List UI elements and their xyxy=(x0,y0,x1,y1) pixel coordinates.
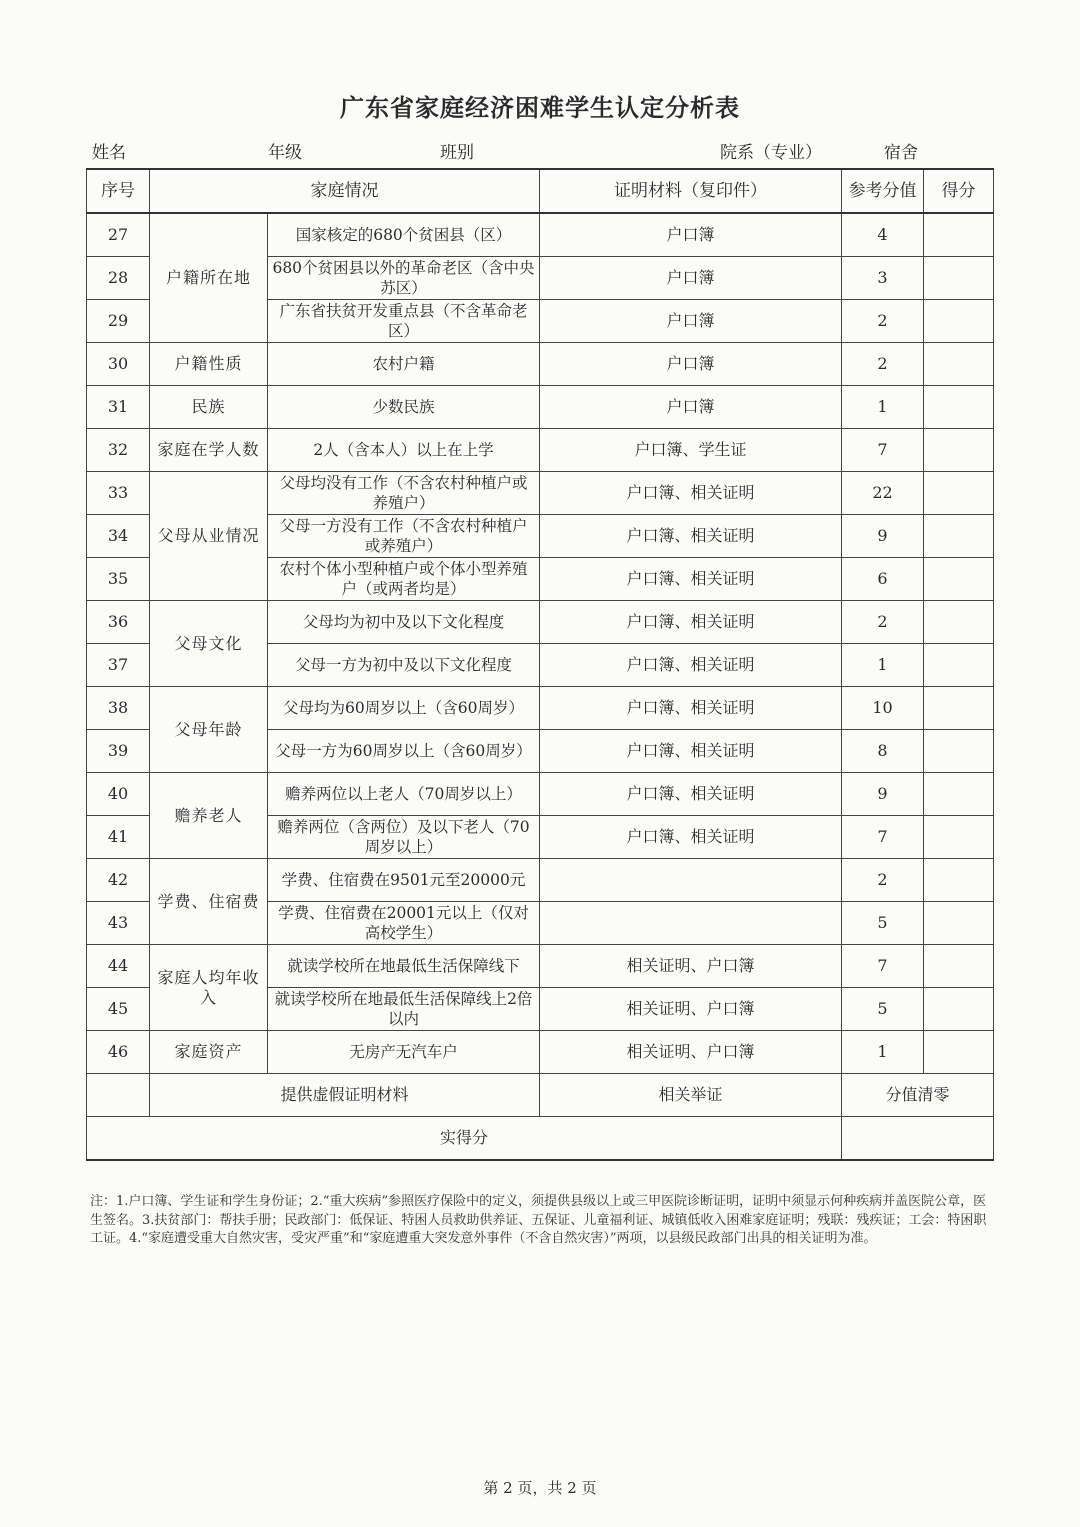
row-ref-score: 7 xyxy=(842,429,924,472)
table-row xyxy=(87,429,994,472)
row-seq: 28 xyxy=(87,257,150,300)
row-condition: 赡养两位以上老人（70周岁以上） xyxy=(268,773,540,816)
row-seq: 45 xyxy=(87,988,150,1031)
row-proof: 户口簿、学生证 xyxy=(540,429,842,472)
row-score-input[interactable] xyxy=(924,945,994,988)
group-parent-education: 父母文化 xyxy=(150,601,268,687)
header-family: 家庭情况 xyxy=(150,169,540,213)
row-condition: 就读学校所在地最低生活保障线下 xyxy=(268,945,540,988)
table-row xyxy=(87,472,994,515)
row-score-input[interactable] xyxy=(924,644,994,687)
row-seq: 34 xyxy=(87,515,150,558)
actual-score-input[interactable] xyxy=(842,1117,994,1161)
table-row xyxy=(87,859,994,902)
row-condition: 国家核定的680个贫困县（区） xyxy=(268,213,540,257)
row-ref-score: 8 xyxy=(842,730,924,773)
row-proof: 户口簿、相关证明 xyxy=(540,515,842,558)
row-proof: 户口簿、相关证明 xyxy=(540,601,842,644)
row-condition: 父母一方没有工作（不含农村种植户或养殖户） xyxy=(268,515,540,558)
row-proof xyxy=(540,902,842,945)
row-proof: 相关证明、户口簿 xyxy=(540,988,842,1031)
group-ethnicity: 民族 xyxy=(150,386,268,429)
row-ref-score: 5 xyxy=(842,988,924,1031)
group-household-location: 户籍所在地 xyxy=(150,213,268,343)
related-evidence-label: 相关举证 xyxy=(540,1074,842,1117)
row-seq: 31 xyxy=(87,386,150,429)
row-seq: 38 xyxy=(87,687,150,730)
actual-score-row xyxy=(87,1117,994,1161)
row-proof: 户口簿、相关证明 xyxy=(540,644,842,687)
row-condition: 无房产无汽车户 xyxy=(268,1031,540,1074)
row-score-input[interactable] xyxy=(924,1031,994,1074)
table-row xyxy=(87,1031,994,1074)
row-seq: 41 xyxy=(87,816,150,859)
row-ref-score: 2 xyxy=(842,859,924,902)
page-number: 第 2 页，共 2 页 xyxy=(483,1479,597,1497)
row-ref-score: 1 xyxy=(842,1031,924,1074)
row-seq: 35 xyxy=(87,558,150,601)
row-proof: 户口簿、相关证明 xyxy=(540,816,842,859)
empty-cell xyxy=(87,1074,150,1117)
false-material-row xyxy=(87,1074,994,1117)
row-seq: 32 xyxy=(87,429,150,472)
row-condition: 父母均为初中及以下文化程度 xyxy=(268,601,540,644)
header-proof: 证明材料（复印件） xyxy=(540,169,842,213)
row-condition: 赡养两位（含两位）及以下老人（70周岁以上） xyxy=(268,816,540,859)
row-seq: 29 xyxy=(87,300,150,343)
dormitory-label: 宿舍 xyxy=(884,143,918,163)
row-score-input[interactable] xyxy=(924,343,994,386)
actual-score-label: 实得分 xyxy=(87,1117,842,1161)
row-seq: 37 xyxy=(87,644,150,687)
row-ref-score: 6 xyxy=(842,558,924,601)
row-ref-score: 3 xyxy=(842,257,924,300)
row-ref-score: 2 xyxy=(842,601,924,644)
class-label: 班别 xyxy=(440,143,474,163)
row-proof: 户口簿、相关证明 xyxy=(540,687,842,730)
row-score-input[interactable] xyxy=(924,515,994,558)
row-proof xyxy=(540,859,842,902)
row-seq: 43 xyxy=(87,902,150,945)
row-ref-score: 2 xyxy=(842,300,924,343)
row-score-input[interactable] xyxy=(924,601,994,644)
table-row xyxy=(87,773,994,816)
row-score-input[interactable] xyxy=(924,558,994,601)
row-seq: 46 xyxy=(87,1031,150,1074)
row-score-input[interactable] xyxy=(924,773,994,816)
row-condition: 680个贫困县以外的革命老区（含中央苏区） xyxy=(268,257,540,300)
row-score-input[interactable] xyxy=(924,386,994,429)
row-ref-score: 10 xyxy=(842,687,924,730)
row-seq: 36 xyxy=(87,601,150,644)
table-row xyxy=(87,386,994,429)
table-row xyxy=(87,601,994,644)
row-seq: 44 xyxy=(87,945,150,988)
row-condition: 父母均没有工作（不含农村种植户或养殖户） xyxy=(268,472,540,515)
row-seq: 40 xyxy=(87,773,150,816)
row-condition: 学费、住宿费在20001元以上（仅对高校学生） xyxy=(268,902,540,945)
name-label: 姓名 xyxy=(92,143,126,163)
group-students-in-family: 家庭在学人数 xyxy=(150,429,268,472)
row-proof: 户口簿 xyxy=(540,343,842,386)
group-tuition-fees: 学费、住宿费 xyxy=(150,859,268,945)
row-condition: 父母均为60周岁以上（含60周岁） xyxy=(268,687,540,730)
group-household-type: 户籍性质 xyxy=(150,343,268,386)
row-ref-score: 9 xyxy=(842,515,924,558)
table-row xyxy=(87,687,994,730)
row-proof: 相关证明、户口簿 xyxy=(540,1031,842,1074)
row-proof: 户口簿 xyxy=(540,386,842,429)
row-score-input[interactable] xyxy=(924,687,994,730)
row-proof: 户口簿、相关证明 xyxy=(540,773,842,816)
row-ref-score: 2 xyxy=(842,343,924,386)
group-elderly-support: 赡养老人 xyxy=(150,773,268,859)
row-proof: 户口簿、相关证明 xyxy=(540,558,842,601)
header-score: 得分 xyxy=(924,169,994,213)
false-material-label: 提供虚假证明材料 xyxy=(150,1074,540,1117)
row-ref-score: 1 xyxy=(842,644,924,687)
row-ref-score: 7 xyxy=(842,945,924,988)
row-seq: 33 xyxy=(87,472,150,515)
row-score-input[interactable] xyxy=(924,859,994,902)
row-condition: 广东省扶贫开发重点县（不含革命老区） xyxy=(268,300,540,343)
row-proof: 户口簿、相关证明 xyxy=(540,472,842,515)
row-condition: 农村个体小型种植户或个体小型养殖户（或两者均是） xyxy=(268,558,540,601)
row-score-input[interactable] xyxy=(924,730,994,773)
row-ref-score: 1 xyxy=(842,386,924,429)
table-row xyxy=(87,213,994,257)
table-row xyxy=(87,343,994,386)
row-proof: 户口簿 xyxy=(540,257,842,300)
table-row xyxy=(87,945,994,988)
row-condition: 父母一方为初中及以下文化程度 xyxy=(268,644,540,687)
row-condition: 少数民族 xyxy=(268,386,540,429)
row-score-input[interactable] xyxy=(924,816,994,859)
row-ref-score: 7 xyxy=(842,816,924,859)
header-seq: 序号 xyxy=(87,169,150,213)
page-title: 广东省家庭经济困难学生认定分析表 xyxy=(340,93,740,122)
group-parent-age: 父母年龄 xyxy=(150,687,268,773)
row-score-input[interactable] xyxy=(924,429,994,472)
row-seq: 42 xyxy=(87,859,150,902)
row-ref-score: 4 xyxy=(842,213,924,257)
row-score-input[interactable] xyxy=(924,902,994,945)
row-proof: 户口簿 xyxy=(540,300,842,343)
row-proof: 户口簿、相关证明 xyxy=(540,730,842,773)
score-zero-label: 分值清零 xyxy=(842,1074,994,1117)
grade-label: 年级 xyxy=(268,143,302,163)
table-header-row xyxy=(87,169,994,213)
row-ref-score: 5 xyxy=(842,902,924,945)
row-seq: 27 xyxy=(87,213,150,257)
row-condition: 2人（含本人）以上在上学 xyxy=(268,429,540,472)
row-condition: 父母一方为60周岁以上（含60周岁） xyxy=(268,730,540,773)
row-score-input[interactable] xyxy=(924,300,994,343)
row-seq: 39 xyxy=(87,730,150,773)
row-condition: 学费、住宿费在9501元至20000元 xyxy=(268,859,540,902)
row-proof: 户口簿 xyxy=(540,213,842,257)
row-score-input[interactable] xyxy=(924,472,994,515)
assessment-table xyxy=(86,168,994,1161)
row-score-input[interactable] xyxy=(924,257,994,300)
row-seq: 30 xyxy=(87,343,150,386)
row-condition: 农村户籍 xyxy=(268,343,540,386)
row-condition: 就读学校所在地最低生活保障线上2倍以内 xyxy=(268,988,540,1031)
footnotes: 注：1.户口簿、学生证和学生身份证；2.“重大疾病”参照医疗保险中的定义，须提供县级以上或三甲医院诊断证明，证明中须显示何种疾病并盖医院公章，医生签名。3.扶贫部门：帮扶手册；民政部门：低保证、特困人员救助供养证、五保证、儿童福利证、城镇低收入困难家庭证明；残联：残疾证；工会：特困职工证。4.“家庭遭受重大自然灾害，受灾严重”和“家庭遭重大突发意外事件（不含自然灾害）”两项，以县级民政部门出具的相关证明为准。 xyxy=(90,1194,987,1246)
header-ref-score: 参考分值 xyxy=(842,169,924,213)
row-ref-score: 22 xyxy=(842,472,924,515)
row-proof: 相关证明、户口簿 xyxy=(540,945,842,988)
group-family-assets: 家庭资产 xyxy=(150,1031,268,1074)
department-label: 院系（专业） xyxy=(720,143,822,163)
row-score-input[interactable] xyxy=(924,213,994,257)
row-score-input[interactable] xyxy=(924,988,994,1031)
group-parent-employment: 父母从业情况 xyxy=(150,472,268,601)
row-ref-score: 9 xyxy=(842,773,924,816)
group-per-capita-income: 家庭人均年收入 xyxy=(150,945,268,1031)
